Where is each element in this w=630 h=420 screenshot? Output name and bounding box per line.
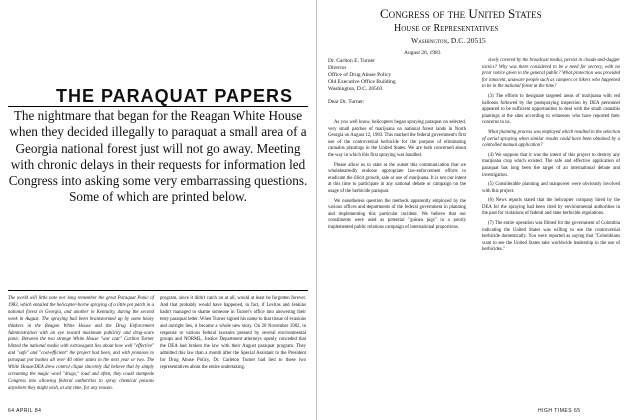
page-gutter [316,0,317,420]
letter-paragraph: (7) The entire operation was filmed for the government of Colombia indicating the United States was willing to use the controversial herbicide domestically. You were reported as saying that "Colombians want to see the United States take worldwide leadership in the use of herbicides." [482,221,620,253]
letter-paragraph: sively covered by the broadcast media, persist in clouds-and-dagger tactics? Why was there considered to be a need for secrecy, with no prior notice given to the general public? What protection was provided for innocent, unaware people such as campers or hikers who happened to be in the national forest at the time? [482,58,620,90]
letterhead-congress: Congress of the United States [380,6,542,21]
recipient-line: Dr. Carlton E. Turner [328,58,375,64]
letter-paragraph: (6) News reports stated that the helicopter company hired by the DEA for the spraying had been cited by environmental authorities in the past for violations of federal and state herbicide regulations. [482,198,620,217]
article-deck: The nightmare that began for the Reagan White House when they decided illegally to paraquat a small area of a Georgia national forest just will not go away. Meeting with chronic delays in their requests for information led Congress into asking some very embarrassing questions. Some of which are printed below. [8,108,308,205]
letter-paragraph: What planning process was employed which resulted in the selection of aerial spraying when similar results could have been obtained by a controlled manual application? [482,129,620,149]
letterhead-house: House of Representatives [394,23,499,34]
article-body-column-1: The world will little note nor long remember the great Paraquat Panic of 1983, which entailed the helicopter-borne spraying of a little pot patch in a national forest in Georgia, and another in Kentucky, during the second week in August. The spraying had been brainstormed up by some heavy thinkers in the Reagan White House and the Drug Enforcement Administration with an eye toward maximum publicity and drug-scare panic. Between the two strange White House "war czar" Carlton Turner blitzed the national media with extravagant lies about how well "effective" and "safe" and "cost-efficient" the project had been, and with promises to paraquat pot bushes all over 40 other states in the next year or two. The White House/DEA drew control clique sincerely did believe that by simply screaming the magic word "drugs," loud and often, they could stampede Congress into allowing federal authorities to spray chemical poisons anywhere they might wish, at any time, for any reason. [8,296,154,391]
recipient-line: Washington, D.C. 20503 [328,86,383,92]
letter-paragraph: We nonetheless question the methods apparently employed by the various offices and departments of the federal government in planning and implementing this particular incident. We believe that our constituents were used as potential "guinea pigs" in a poorly implemented public relations campaign of international proportions. [328,198,466,230]
letter-paragraph: As you well know, helicopters began spraying paraquat on selected, very small patches of marijuana on national forest lands in North Georgia on August 12, 1983. This marked the federal government's first use of the controversial herbicide for the purpose of eliminating cannabis plantings in the United States. We are both concerned about the way in which this first spraying was handled. [328,120,466,158]
recipient-line: Old Executive Office Building [328,79,396,85]
left-page-footer: 64 APRIL 84 [8,408,42,414]
letter-paragraph: (4) We suppose that it was the intent of this project to destroy any marijuana crop which existed. The safe and effective application of paraquat has long been the target of an international debate and investigation. [482,152,620,178]
article-title: THE PARAQUAT PAPERS [56,86,294,106]
title-rule [8,106,308,107]
article-body-column-2: program, since it didn't catch on at all, would at least be forgotten forever. And that probably would have happened, in fact, if Levitas and Jenkins hadn't managed to shame someone in Turner's office into answering their testy paraquat letter. When Turner signed his name to that tissue of evasions and outright lies, it became a whole new story. On 20 November 1982, in response to various federal lawsuits pressed by several environmental groups and NORML, Justice Department attorneys openly conceded that the DEA had broken the law with their August paraquat program. They admitted this law than a month after the Special Assistant to the President for Drug Abuse Policy, Dr. Carleton Turner had lied to these two representatives about the entire undertaking. [160,296,306,371]
letter-paragraph: (3) The efforts to designate targeted areas of marijuana with red balloons followed by the postspraying inspection by DEA personnel appeared to be sufficient opportunities to deal with the small cannabis plantings at the sites according to witnesses who have reported their concerns to us. [482,93,620,126]
letterhead-address: Washington, D.C. 20515 [411,36,486,45]
letter-column-1 [328,120,466,235]
recipient-line: Office of Drug Abuse Policy [328,72,392,78]
recipient-line: Director [328,65,347,71]
letter-paragraph: Please allow us to state at the outset this communication that we wholeheartedly endorse appropriate law-enforcement efforts to eradicate the illicit growth, sale or use of marijuana. It is not our intent at this time to participate in any national debate or campaign on the usage of the herbicide paraquat. [328,162,466,194]
right-page-footer: HIGH TIMES 65 [538,408,581,414]
deck-rule [8,290,308,291]
letter-column-2 [482,58,620,257]
letter-paragraph: (5) Considerable planning and manpower were obviously involved with this project. [482,182,620,194]
letter-date: August 26, 1983 [404,50,441,56]
recipient-block [328,58,396,106]
salutation: Dear Dr. Turner: [328,99,365,105]
